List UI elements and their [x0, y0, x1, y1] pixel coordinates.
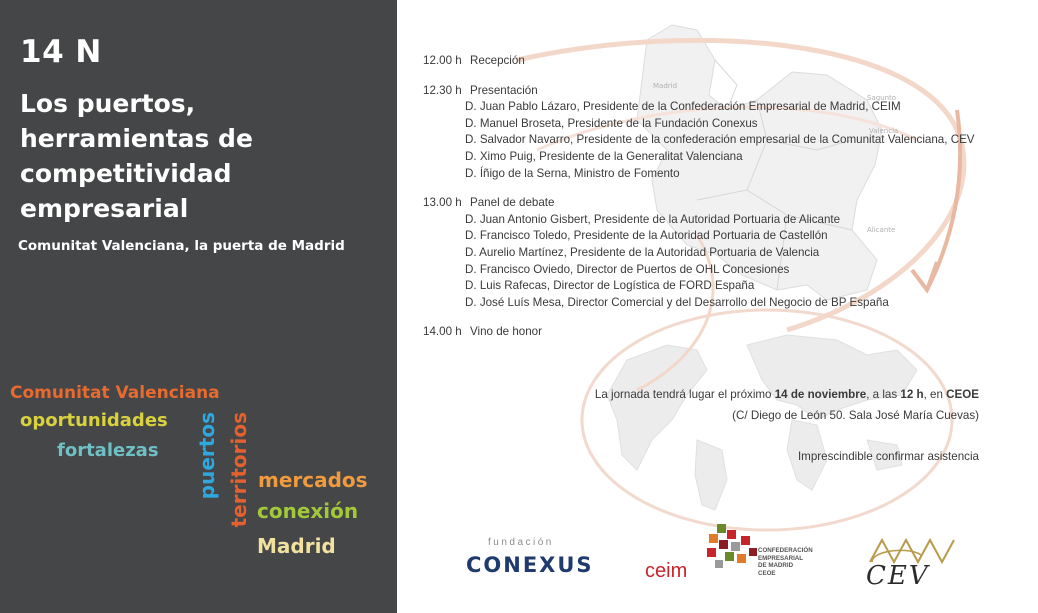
cev-logo-mark [862, 532, 962, 588]
agenda-block [423, 324, 1023, 341]
agenda-title: Panel de debate [470, 196, 555, 210]
ceim-text-line: CONFEDERACIÓN [758, 547, 813, 554]
agenda-speaker: D. Francisco Toledo, Presidente de la Autoridad Portuaria de Castellón [465, 229, 828, 243]
agenda-time: 13.00 h [423, 196, 462, 210]
ceim-logo-word: ceim [645, 560, 688, 582]
agenda-speaker: D. Ximo Puig, Presidente de la Generalitat Valenciana [465, 149, 743, 163]
agenda-speaker: D. Manuel Broseta, Presidente de la Fundación Conexus [465, 116, 758, 130]
venue-date: 14 de noviembre [774, 388, 867, 401]
map-label-valencia: Valencia [869, 127, 899, 135]
venue-line-1 [520, 388, 979, 401]
event-date: 14 N [20, 34, 102, 70]
venue-address: (C/ Diego de León 50. Sala José María Cuevas) [732, 409, 979, 422]
agenda-block-header [423, 53, 1023, 70]
agenda-block-header [423, 324, 1023, 341]
agenda-speaker: D. Íñigo de la Serna, Ministro de Fomento [465, 166, 680, 180]
conexus-logo-top: fundación [488, 537, 554, 548]
agenda-block-header [423, 83, 1023, 100]
venue-hour: 12 h [900, 388, 924, 401]
map-label-sagunto: Sagunto [867, 94, 897, 102]
agenda-speaker: D. Luis Rafecas, Director de Logística de FORD España [465, 279, 755, 293]
cev-logo-word: CEV [866, 561, 930, 588]
agenda-title: Vino de honor [470, 325, 542, 339]
agenda-block [423, 53, 1023, 70]
conexus-logo [466, 537, 606, 583]
word-madrid: Madrid [257, 534, 336, 558]
agenda-speaker: D. Francisco Oviedo, Director de Puertos de OHL Concesiones [465, 262, 790, 276]
agenda-block-header [423, 195, 1023, 212]
word-oportunidades: oportunidades [20, 410, 168, 431]
word-mercados: mercados [258, 468, 368, 492]
venue-place: CEOE [946, 388, 979, 401]
agenda-speaker: D. Aurelio Martínez, Presidente de la Autoridad Portuaria de Valencia [465, 245, 820, 259]
agenda-block [423, 195, 1023, 311]
map-label-alicante: Alicante [867, 226, 896, 234]
agenda-time: 12.00 h [423, 54, 462, 67]
world-continents-shape [607, 335, 917, 510]
venue-text: La jornada tendrá lugar el próximo [594, 388, 775, 401]
venue-text: , a las [866, 388, 901, 401]
ceim-text-line: EMPRESARIAL [758, 554, 804, 562]
agenda-title: Presentación [470, 83, 538, 97]
map-label-madrid: Madrid [653, 82, 678, 90]
event-subtitle: Comunitat Valenciana, la puerta de Madrid [18, 238, 345, 254]
agenda-time: 14.00 h [423, 325, 462, 339]
ceim-logo-text [758, 547, 813, 577]
agenda-speaker: D. Salvador Navarro, Presidente de la confederación empresarial de la Comunitat Valenciana, CEV [465, 133, 975, 147]
conexus-logo-main: CONEXUS [466, 553, 594, 577]
ceim-text-line: CEOE [758, 569, 776, 577]
confirm-attendance: Imprescindible confirmar asistencia [797, 450, 979, 463]
agenda-speaker: D. José Luís Mesa, Director Comercial y del Desarrollo del Negocio de BP España [465, 295, 889, 309]
agenda [423, 53, 1023, 354]
word-puertos: puertos [195, 412, 219, 500]
agenda-speaker: D. Juan Pablo Lázaro, Presidente de la Confederación Empresarial de Madrid, CEIM [465, 100, 901, 114]
word-territorios: territorios [227, 412, 251, 528]
agenda-title: Recepción [470, 54, 525, 67]
word-comunitat: Comunitat Valenciana [10, 383, 220, 403]
cev-logo [862, 532, 962, 588]
agenda-time: 12.30 h [423, 83, 462, 97]
left-panel [0, 0, 397, 613]
word-conexion: conexión [257, 499, 359, 523]
venue-text: , en [923, 388, 947, 401]
agenda-speaker: D. Juan Antonio Gisbert, Presidente de la Autoridad Portuaria de Alicante [465, 212, 841, 226]
word-fortalezas: fortalezas [57, 440, 159, 461]
ceim-text-line: DE MADRID [758, 562, 794, 569]
event-title: Los puertos, herramientas de competitividad empresarial [20, 89, 253, 223]
ceim-mosaic-icon [703, 522, 763, 574]
agenda-block [423, 83, 1023, 183]
ceim-logo [645, 522, 825, 584]
